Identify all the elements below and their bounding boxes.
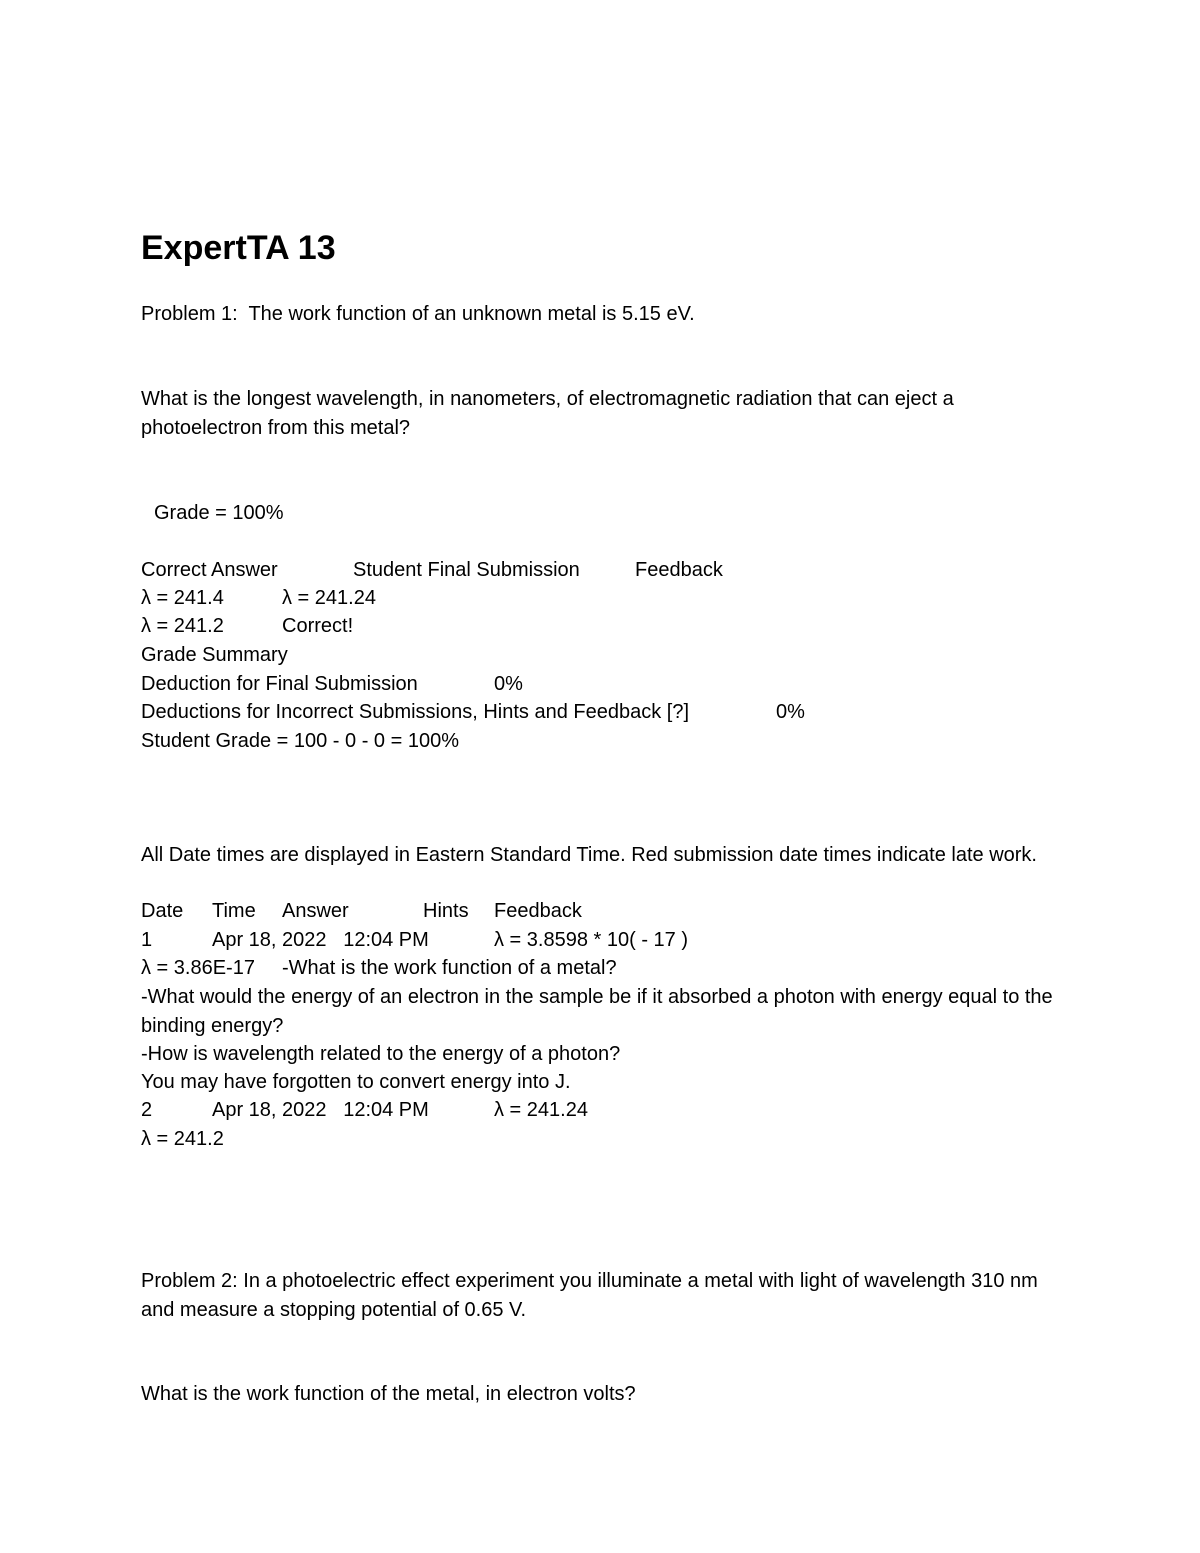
- submission-1-feedback: You may have forgotten to convert energy into J.: [141, 1071, 571, 1093]
- page-title: ExpertTA 13: [141, 229, 336, 267]
- deduction-final-value: 0%: [494, 673, 523, 695]
- deduction-incorrect-label: Deductions for Incorrect Submissions, Hints and Feedback [?]: [141, 701, 690, 723]
- submission-1-number: 1: [141, 929, 153, 951]
- problem-1-question: What is the longest wavelength, in nanometers, of electromagnetic radiation that can eject a photoelectron from this metal?: [141, 388, 954, 439]
- deduction-final-label: Deduction for Final Submission: [141, 673, 418, 695]
- submission-2-answer: λ = 241.24: [494, 1099, 588, 1121]
- history-header-time: Time: [212, 900, 256, 922]
- correct-answer-value: λ = 241.4: [141, 587, 224, 609]
- header-correct-answer: Correct Answer: [141, 559, 278, 581]
- history-header-date: Date: [141, 900, 184, 922]
- feedback-correct: Correct!: [282, 615, 354, 637]
- problem-2-statement: Problem 2: In a photoelectric effect experiment you illuminate a metal with light of wavelength 310 nm and measure a stopping potential of 0.65 V.: [141, 1270, 1038, 1321]
- deduction-incorrect-value: 0%: [776, 701, 805, 723]
- history-header-hints: Hints: [423, 900, 469, 922]
- student-final-value: λ = 241.24: [282, 587, 376, 609]
- submission-2-number: 2: [141, 1099, 153, 1121]
- history-note: All Date times are displayed in Eastern Standard Time. Red submission date times indicate late work.: [141, 844, 1037, 866]
- problem-1-statement: Problem 1: The work function of an unknown metal is 5.15 eV.: [141, 303, 695, 325]
- submission-2-datetime: Apr 18, 2022 12:04 PM: [212, 1099, 429, 1121]
- grade-summary-heading: Grade Summary: [141, 644, 288, 666]
- problem-1-grade: Grade = 100%: [154, 502, 284, 524]
- submission-1-echo: λ = 3.86E-17: [141, 957, 255, 979]
- submission-1-datetime: Apr 18, 2022 12:04 PM: [212, 929, 429, 951]
- student-grade: Student Grade = 100 - 0 - 0 = 100%: [141, 730, 459, 752]
- submission-1-hint-3: -How is wavelength related to the energy of a photon?: [141, 1043, 621, 1065]
- submission-1-answer: λ = 3.8598 * 10( - 17 ): [494, 929, 689, 951]
- header-feedback: Feedback: [635, 559, 723, 581]
- header-student-final-submission: Student Final Submission: [353, 559, 580, 581]
- submission-1-hint-1: -What is the work function of a metal?: [282, 957, 617, 979]
- problem-2-question: What is the work function of the metal, in electron volts?: [141, 1383, 636, 1405]
- history-header-answer: Answer: [282, 900, 349, 922]
- history-header-feedback: Feedback: [494, 900, 582, 922]
- correct-answer-rounded: λ = 241.2: [141, 615, 224, 637]
- submission-1-hint-2: -What would the energy of an electron in the sample be if it absorbed a photon with energy equal to the binding energy?: [141, 986, 1053, 1037]
- submission-2-echo: λ = 241.2: [141, 1128, 224, 1150]
